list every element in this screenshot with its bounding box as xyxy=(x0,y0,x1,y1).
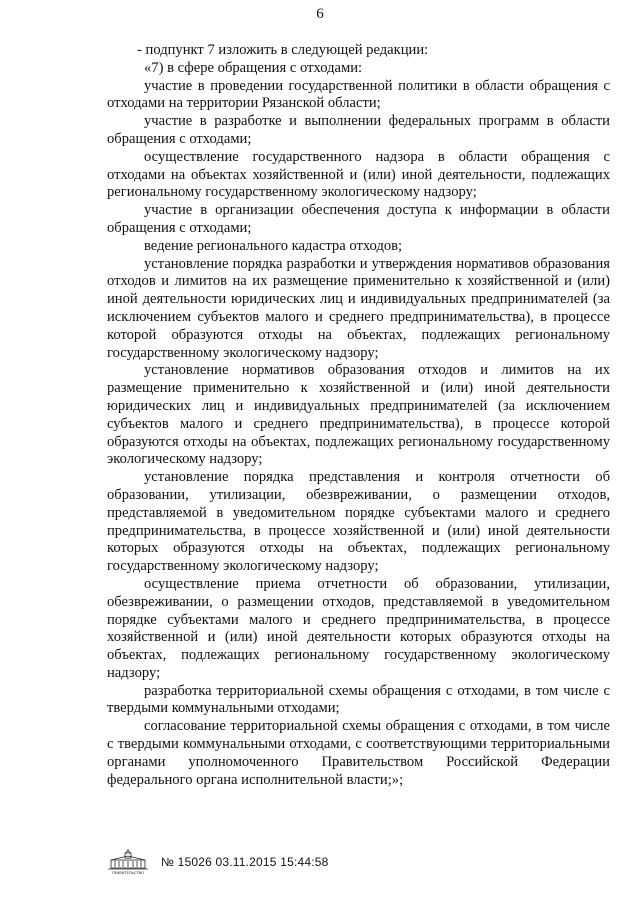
paragraph: установление нормативов образования отходов и лимитов на их размещение применительно к хозяйственной и (или) иной деятельности юридических лиц и индивидуальных предпринимателей (за исключением субъектов малого и среднего предпринимательства), в процессе которой образуются отходы на объектах, подлежащих региональному государственному экологическому надзору; xyxy=(107,362,610,468)
document-body xyxy=(107,42,610,789)
paragraph: ведение регионального кадастра отходов; xyxy=(144,237,403,254)
paragraph: согласование территориальной схемы обращения с отходами, в том числе с твердыми коммунальными отходами, с соответствующими территориальными органами уполномоченного Правительством Российской Федерации федерального органа исполнительной власти;»; xyxy=(107,718,610,788)
paragraph: осуществление государственного надзора в области обращения с отходами на объектах хозяйственной и (или) иной деятельности, подлежащих региональному государственному экологическому надзору; xyxy=(107,148,610,201)
paragraph: участие в организации обеспечения доступа к информации в области обращения с отходами; xyxy=(107,202,610,236)
paragraph: участие в проведении государственной политики в области обращения с отходами на территории Рязанской области; xyxy=(107,77,610,112)
document-footer xyxy=(107,849,329,875)
page-number: 6 xyxy=(316,6,324,22)
paragraph: установление порядка представления и контроля отчетности об образовании, утилизации, обезвреживании, о размещении отходов, представляемой в уведомительном порядке субъектами малого и среднего предпринимательства, в процессе хозяйственной и (или) иной деятельности которых образуются отходы на объектах, подлежащих региональному государственному экологическому надзору; xyxy=(107,469,610,575)
paragraph: осуществление приема отчетности об образовании, утилизации, обезвреживании, о размещении отходов, представляемой в уведомительном порядке субъектами малого и среднего предпринимательства, в процессе хозяйственной и (или) иной деятельности которых образуются отходы на объектах, подлежащих региональному государственному экологическому надзору; xyxy=(107,575,610,681)
paragraph: участие в разработке и выполнении федеральных программ в области обращения с отходами; xyxy=(107,113,610,147)
government-building-logo xyxy=(107,849,149,875)
paragraph: установление порядка разработки и утверждения нормативов образования отходов и лимитов на их размещение применительно к хозяйственной и (или) иной деятельности юридических лиц и индивидуальных предпринимателей (за исключением субъектов малого и среднего предпринимательства), в процессе которой образуются отходы на объектах, подлежащих региональному государственному экологическому надзору; xyxy=(107,255,610,361)
registration-stamp: № 15026 03.11.2015 15:44:58 xyxy=(161,855,329,869)
paragraph: «7) в сфере обращения с отходами: xyxy=(144,59,363,76)
logo-caption: ПРАВИТЕЛЬСТВО xyxy=(111,871,145,875)
paragraph: разработка территориальной схемы обращения с отходами, в том числе с твердыми коммунальными отходами; xyxy=(107,682,610,717)
paragraph: - подпункт 7 изложить в следующей редакции: xyxy=(137,42,429,58)
